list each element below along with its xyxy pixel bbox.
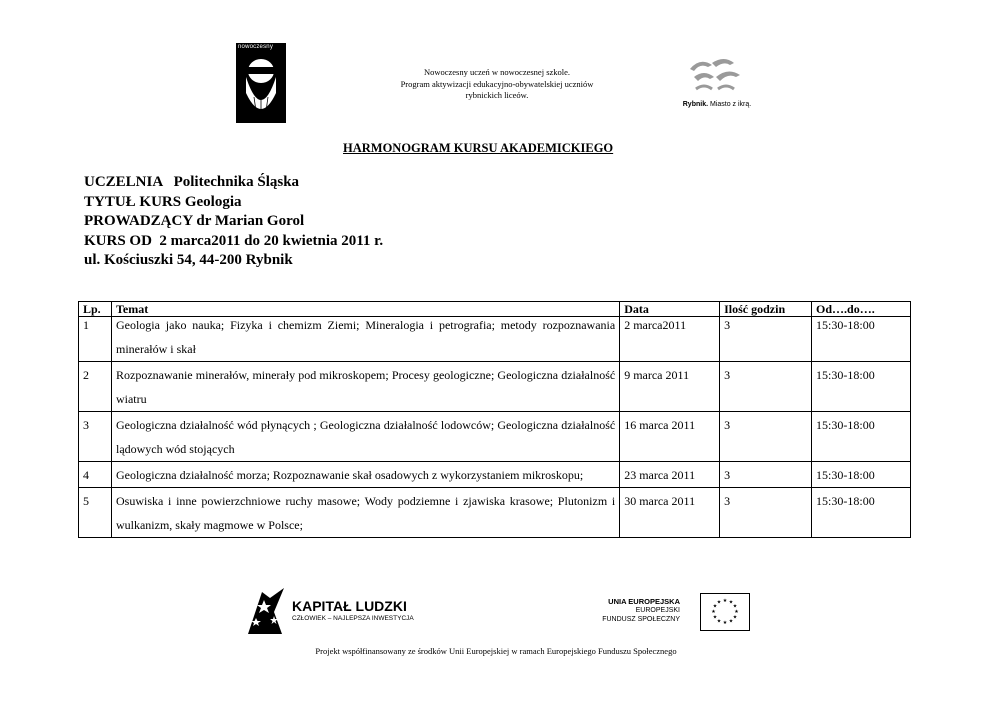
- svg-text:★: ★: [732, 614, 738, 621]
- cell-hours: 3: [720, 317, 812, 362]
- cell-topic: Geologiczna działalność morza; Rozpoznawanie skał osadowych z wykorzystaniem mikroskopu;: [111, 462, 619, 488]
- svg-text:★: ★: [716, 599, 722, 606]
- school-logo: [236, 43, 286, 123]
- svg-text:★: ★: [722, 598, 728, 604]
- cell-topic: [111, 317, 619, 362]
- cell-time: 15:30-18:00: [812, 488, 911, 538]
- rybnik-slogan: Miasto z ikrą.: [708, 101, 752, 108]
- info-dates: KURS OD 2 marca2011 do 20 kwietnia 2011 r.: [84, 232, 384, 249]
- svg-text:★: ★: [728, 599, 734, 606]
- cell-topic: Rozpoznawanie minerałów, minerały pod mikroskopem; Procesy geologiczne; Geologiczna działalność wiatru: [111, 362, 619, 412]
- cofinancing-note: Projekt współfinansowany ze środków Unii Europejskiej w ramach Europejskiego Funduszu Społecznego: [315, 646, 677, 656]
- info-course-title: TYTUŁ KURS Geologia: [84, 193, 242, 210]
- kapital-ludzki-logo: [244, 584, 444, 640]
- eu-line3: FUNDUSZ SPOŁECZNY: [602, 616, 680, 623]
- header-date: Data: [620, 302, 720, 317]
- cell-time: 15:30-18:00: [812, 412, 911, 462]
- eu-flag-icon: [700, 593, 750, 631]
- eu-line1: UNIA EUROPEJSKA: [608, 597, 680, 606]
- document-title: HARMONOGRAM KURSU AKADEMICKIEGO: [343, 141, 614, 155]
- svg-text:★: ★: [722, 620, 728, 626]
- cell-lp: 1: [79, 317, 112, 362]
- cell-hours: 3: [720, 362, 812, 412]
- svg-text:★: ★: [711, 609, 716, 615]
- header-lp: Lp.: [79, 302, 112, 317]
- program-header: [380, 67, 614, 102]
- info-lecturer: PROWADZĄCY dr Marian Gorol: [84, 213, 305, 229]
- table-row: [79, 412, 911, 462]
- course-info: [84, 173, 383, 271]
- svg-text:★: ★: [728, 618, 734, 625]
- cell-hours: 3: [720, 412, 812, 462]
- table-row: [79, 362, 911, 412]
- cell-date: 2 marca2011: [620, 317, 720, 362]
- header-topic: Temat: [111, 302, 619, 317]
- cell-hours: 3: [720, 488, 812, 538]
- schedule-table: [78, 301, 911, 538]
- svg-text:★: ★: [712, 614, 718, 621]
- svg-text:★: ★: [712, 603, 718, 610]
- eu-logo: [596, 593, 756, 637]
- cell-lp: 3: [79, 412, 112, 462]
- info-address: ul. Kościuszki 54, 44-200 Rybnik: [84, 252, 293, 268]
- cell-lp: 4: [79, 462, 112, 488]
- table-row: [79, 488, 911, 538]
- kl-name: KAPITAŁ LUDZKI: [292, 598, 407, 614]
- table-row: [79, 462, 911, 488]
- cell-time: 15:30-18:00: [812, 362, 911, 412]
- rybnik-logo: [672, 55, 762, 113]
- rybnik-bold: Rybnik.: [682, 101, 709, 108]
- portrait-icon: [238, 53, 284, 121]
- cell-hours: 3: [720, 462, 812, 488]
- cell-time: 15:30-18:00: [812, 317, 911, 362]
- cell-time: 15:30-18:00: [812, 462, 911, 488]
- table-row: [79, 317, 911, 362]
- svg-text:★: ★: [734, 609, 739, 615]
- cell-topic: Osuwiska i inne powierzchniowe ruchy masowe; Wody podziemne i zjawiska krasowe; Plutonizm i wulkanizm, skały magmowe w Polsce;: [111, 488, 619, 538]
- cell-lp: 5: [79, 488, 112, 538]
- header-time: Od….do….: [812, 302, 911, 317]
- cell-date: 16 marca 2011: [620, 412, 720, 462]
- cell-date: 30 marca 2011: [620, 488, 720, 538]
- fish-icon: [672, 55, 762, 99]
- cell-date: 23 marca 2011: [620, 462, 720, 488]
- kl-subtitle: CZŁOWIEK – NAJLEPSZA INWESTYCJA: [292, 615, 414, 622]
- header-hours: Ilość godzin: [720, 302, 812, 317]
- svg-text:★: ★: [732, 603, 738, 610]
- cell-date: 9 marca 2011: [620, 362, 720, 412]
- cell-topic: Geologiczna działalność wód płynących ; Geologiczna działalność lodowców; Geologiczna działalność lądowych wód stojących: [111, 412, 619, 462]
- program-line: rybnickich liceów.: [465, 90, 529, 100]
- topic-text: Geologia jako nauka; Fizyka i chemizm Ziemi; Mineralogia i petrografia; metody rozpoznawania minerałów i skał: [115, 318, 616, 356]
- svg-text:★: ★: [716, 618, 722, 625]
- rybnik-caption: [672, 101, 762, 108]
- logo-tag: nowoczesny: [238, 44, 274, 50]
- cell-lp: 2: [79, 362, 112, 412]
- stars-figure-icon: [244, 584, 288, 638]
- program-line: Nowoczesny uczeń w nowoczesnej szkole.: [423, 67, 571, 77]
- program-line: Program aktywizacji edukacyjno-obywatelskiej uczniów: [400, 78, 594, 89]
- info-university: UCZELNIA Politechnika Śląska: [84, 174, 300, 190]
- eu-line2: EUROPEJSKI: [635, 607, 680, 614]
